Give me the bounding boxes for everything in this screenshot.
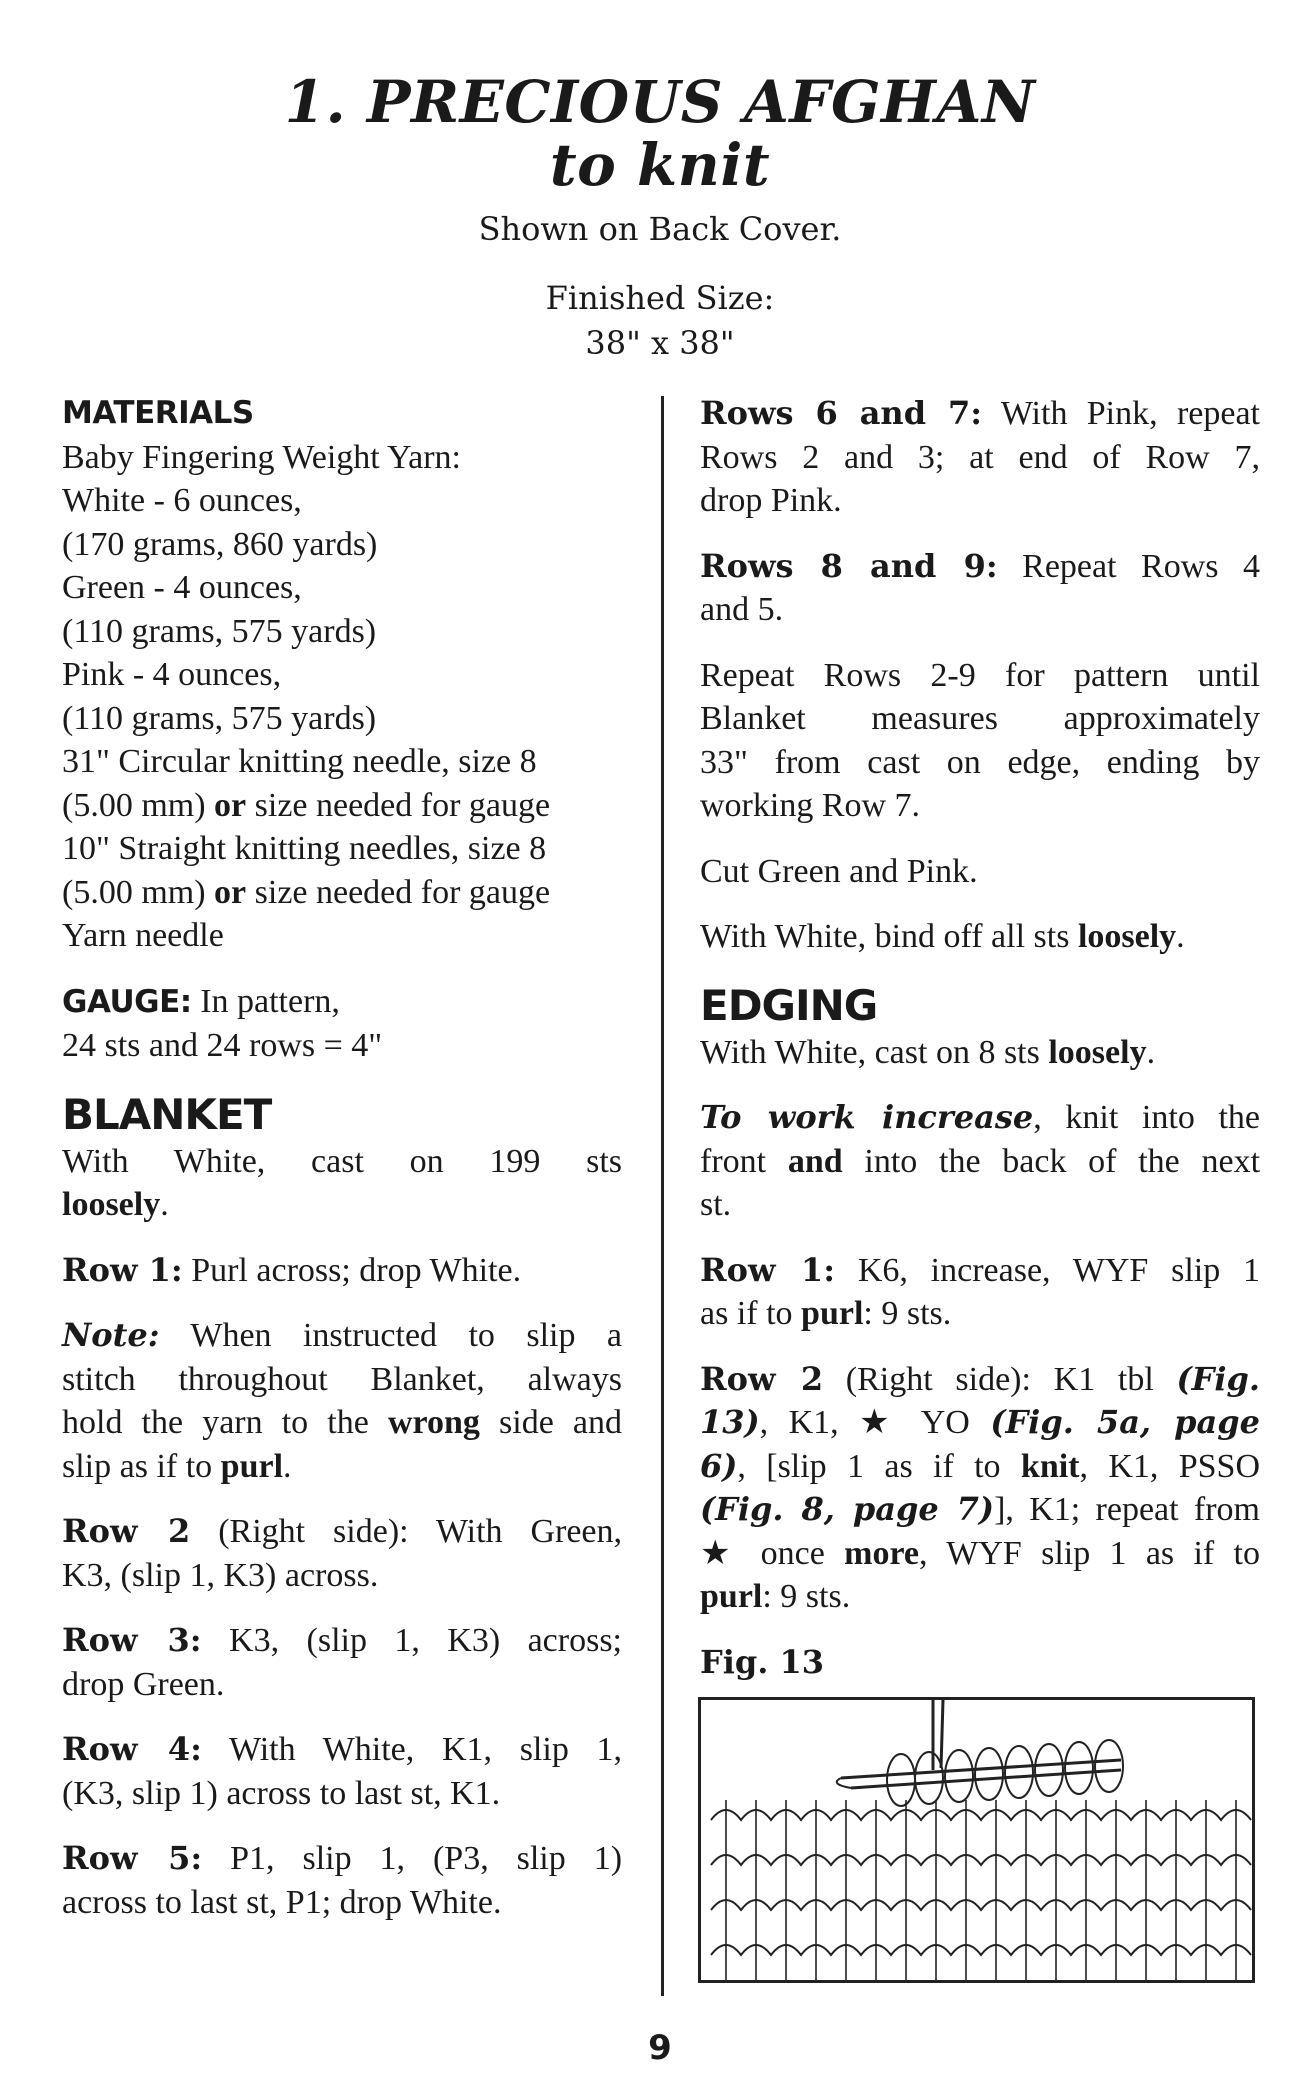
loosely-word: loosely bbox=[1077, 918, 1177, 955]
needle-shaft bbox=[841, 1760, 1121, 1778]
repeat-line-1: Repeat Rows 2-9 for pattern until bbox=[700, 656, 1260, 694]
materials-line: 31" Circular knitting needle, size 8 bbox=[62, 743, 537, 780]
increase-instruction bbox=[700, 1096, 1260, 1227]
row-2-label: Row 2 bbox=[62, 1512, 191, 1550]
or-word: or bbox=[214, 786, 247, 824]
gauge-line-1: In pattern, bbox=[200, 982, 340, 1020]
fig-ref-5a: (Fig. 5a, page bbox=[990, 1403, 1261, 1441]
edging-row-1-instruction bbox=[700, 1249, 1260, 1336]
edging-row-1-label: Row 1: bbox=[700, 1250, 836, 1289]
rows-6-7-instruction bbox=[700, 392, 1260, 523]
row-1-label: Row 1: bbox=[62, 1250, 183, 1289]
materials-line: Pink - 4 ounces, bbox=[62, 656, 282, 693]
materials-line: White - 6 ounces, bbox=[62, 482, 302, 519]
wrong-word: wrong bbox=[387, 1404, 480, 1441]
cut-instruction: Cut Green and Pink. bbox=[700, 852, 978, 890]
gauge-size-text: size needed for gauge bbox=[254, 873, 551, 911]
note-line-1: When instructed to slip a bbox=[190, 1317, 623, 1354]
fig-ref-5a-cont: 6) bbox=[700, 1446, 738, 1485]
row-5-line-2: across to last st, P1; drop White. bbox=[62, 1883, 502, 1921]
materials-heading: MATERIALS bbox=[62, 395, 254, 431]
materials-line: (170 grams, 860 yards) bbox=[62, 525, 378, 563]
edging-row-2-line-3d: , K1, PSSO bbox=[1079, 1447, 1261, 1485]
or-word: or bbox=[214, 873, 247, 911]
row-2-instruction bbox=[62, 1510, 622, 1597]
rows-6-7-line-3: drop Pink. bbox=[700, 482, 842, 519]
materials-line: Green - 4 ounces, bbox=[62, 569, 302, 606]
page-number: 9 bbox=[648, 2028, 672, 2068]
note-line-4a: slip as if to bbox=[62, 1447, 213, 1485]
increase-line-1: , knit into the bbox=[1033, 1099, 1261, 1136]
repeat-line-2: Blanket measures approximately bbox=[700, 700, 1260, 737]
and-word: and bbox=[787, 1142, 843, 1180]
blanket-heading: BLANKET bbox=[62, 1089, 272, 1139]
edging-row-2-label: Row 2 bbox=[700, 1359, 824, 1398]
edging-row-2-line-1a: K1 tbl bbox=[1053, 1360, 1154, 1398]
rows-6-7-line-2: Rows 2 and 3; at end of Row 7, bbox=[700, 438, 1260, 476]
row-3-label: Row 3: bbox=[62, 1621, 202, 1659]
fig-13-label: Fig. 13 bbox=[700, 1642, 825, 1681]
edging-row-1-line-2a: as if to bbox=[700, 1295, 793, 1332]
right-column bbox=[700, 392, 1260, 1684]
left-column bbox=[62, 392, 622, 1946]
row-1-text: Purl across; drop White. bbox=[191, 1251, 522, 1289]
row-2-line-2: K3, (slip 1, K3) across. bbox=[62, 1556, 379, 1594]
gauge-size-text: size needed for gauge bbox=[254, 786, 551, 824]
rows-8-9-line-2: and 5. bbox=[700, 591, 784, 628]
edging-row-2-line-6b: : 9 sts. bbox=[762, 1578, 851, 1615]
repeat-line-4: working Row 7. bbox=[700, 787, 921, 824]
edging-heading: EDGING bbox=[700, 980, 878, 1030]
finished-size-label: Finished Size: bbox=[545, 279, 775, 317]
edging-row-2-line-2b: , K1, ★ YO bbox=[759, 1404, 970, 1441]
bind-off-text: With White, bind off all sts bbox=[700, 918, 1070, 955]
gauge-line-2: 24 sts and 24 rows = 4" bbox=[62, 1027, 383, 1064]
row-4-instruction bbox=[62, 1728, 622, 1815]
materials-line: Baby Fingering Weight Yarn: bbox=[62, 438, 461, 476]
needle-size-mm: (5.00 mm) bbox=[62, 786, 206, 824]
purl-word: purl bbox=[700, 1578, 763, 1615]
repeat-instruction bbox=[700, 654, 1260, 828]
edging-row-2-line-4b: ], K1; repeat from bbox=[994, 1491, 1260, 1528]
repeat-line-3: 33" from cast on edge, ending by bbox=[700, 743, 1260, 781]
row-4-label: Row 4: bbox=[62, 1730, 202, 1768]
row-2-side: (Right side): bbox=[218, 1513, 409, 1550]
row-2-line-1: With Green, bbox=[435, 1513, 623, 1550]
edging-intro-text: With White, cast on 8 sts bbox=[700, 1033, 1040, 1071]
fig-13-illustration bbox=[698, 1697, 1255, 1983]
rows-8-9-label: Rows 8 and 9: bbox=[700, 546, 998, 585]
more-word: more bbox=[844, 1534, 920, 1572]
edging-row-2-instruction bbox=[700, 1358, 1260, 1619]
materials-line: Yarn needle bbox=[62, 917, 224, 954]
row-1-instruction bbox=[62, 1249, 622, 1293]
edging-row-2-line-5a: ★ once bbox=[700, 1534, 825, 1572]
needle-tip bbox=[837, 1778, 851, 1788]
edging-row-2-line-5c: , WYF slip 1 as if to bbox=[919, 1534, 1261, 1572]
note-line-3c: side and bbox=[499, 1404, 623, 1441]
materials-line bbox=[62, 871, 622, 915]
edging-intro: With White, cast on 8 sts loosely. bbox=[700, 1033, 1156, 1071]
edging-row-2-line-3b: , [slip 1 as if to bbox=[737, 1447, 1001, 1485]
column-divider bbox=[661, 396, 664, 1996]
stitch-rows bbox=[711, 1810, 1251, 1955]
knitting-stitches-drawing bbox=[701, 1700, 1252, 1980]
materials-line: (110 grams, 575 yards) bbox=[62, 612, 377, 650]
row-3-line-2: drop Green. bbox=[62, 1665, 225, 1703]
yarn-strand-edge bbox=[941, 1700, 943, 1768]
blanket-intro: With White, cast on 199 sts loosely. bbox=[62, 1140, 622, 1227]
fig-ref-8: (Fig. 8, page 7) bbox=[700, 1490, 995, 1528]
row-5-label: Row 5: bbox=[62, 1839, 203, 1877]
increase-line-2c: into the back of the next bbox=[864, 1142, 1261, 1180]
note-line-3a: hold the yarn to the bbox=[62, 1404, 369, 1441]
edging-row-1-line-1: K6, increase, WYF slip 1 bbox=[857, 1251, 1261, 1289]
row-3-line-1: K3, (slip 1, K3) across; bbox=[229, 1622, 623, 1659]
title-line-1: 1. PRECIOUS AFGHAN bbox=[284, 68, 1036, 136]
row-5-instruction bbox=[62, 1837, 622, 1924]
shown-on-text: Shown on Back Cover. bbox=[478, 210, 842, 248]
loosely-word: loosely bbox=[62, 1186, 161, 1223]
purl-word: purl bbox=[801, 1295, 864, 1332]
row-4-line-1: With White, K1, slip 1, bbox=[228, 1731, 623, 1768]
blanket-intro-line-1: With White, cast on 199 sts bbox=[62, 1142, 622, 1180]
rows-8-9-line-1: Repeat Rows 4 bbox=[1022, 547, 1260, 585]
fig-ref-13: (Fig. bbox=[1176, 1359, 1261, 1398]
rows-6-7-label: Rows 6 and 7: bbox=[700, 394, 983, 432]
front-word: front bbox=[700, 1142, 767, 1180]
title-line-2: to knit bbox=[549, 131, 771, 199]
gauge-label: GAUGE: bbox=[62, 983, 192, 1020]
note-label: Note: bbox=[62, 1316, 160, 1354]
edging-row-2-side: (Right side): bbox=[845, 1360, 1031, 1398]
knit-word: knit bbox=[1020, 1447, 1080, 1485]
needle-shaft-edge bbox=[851, 1770, 1121, 1788]
edging-row-1-line-2c: : 9 sts. bbox=[863, 1295, 952, 1332]
increase-label: To work increase bbox=[700, 1098, 1034, 1136]
purl-word: purl bbox=[220, 1447, 284, 1485]
rows-6-7-line-1: With Pink, repeat bbox=[1000, 395, 1260, 432]
fig-ref-13-cont: 13) bbox=[700, 1403, 760, 1441]
row-5-line-1: P1, slip 1, (P3, slip 1) bbox=[230, 1840, 623, 1877]
needle-size-mm: (5.00 mm) bbox=[62, 873, 206, 911]
finished-size-value: 38" x 38" bbox=[585, 324, 735, 362]
rows-8-9-instruction bbox=[700, 545, 1260, 632]
row-4-line-2: (K3, slip 1) across to last st, K1. bbox=[62, 1774, 501, 1812]
materials-line: 10" Straight knitting needles, size 8 bbox=[62, 830, 547, 867]
bind-off-instruction: With White, bind off all sts loosely. bbox=[700, 918, 1185, 955]
materials-line bbox=[62, 784, 622, 828]
materials-section bbox=[62, 392, 622, 958]
gauge-section bbox=[62, 980, 622, 1068]
note-line-2: stitch throughout Blanket, always bbox=[62, 1360, 622, 1398]
note-instruction: Note: When instructed to slip a stitch throughout Blanket, always hold the yarn to the wrong side and slip as if to purl. bbox=[62, 1316, 623, 1485]
increase-line-3: st. bbox=[700, 1186, 732, 1223]
row-3-instruction bbox=[62, 1619, 622, 1706]
materials-line: (110 grams, 575 yards) bbox=[62, 699, 377, 737]
loosely-word: loosely bbox=[1048, 1033, 1147, 1071]
